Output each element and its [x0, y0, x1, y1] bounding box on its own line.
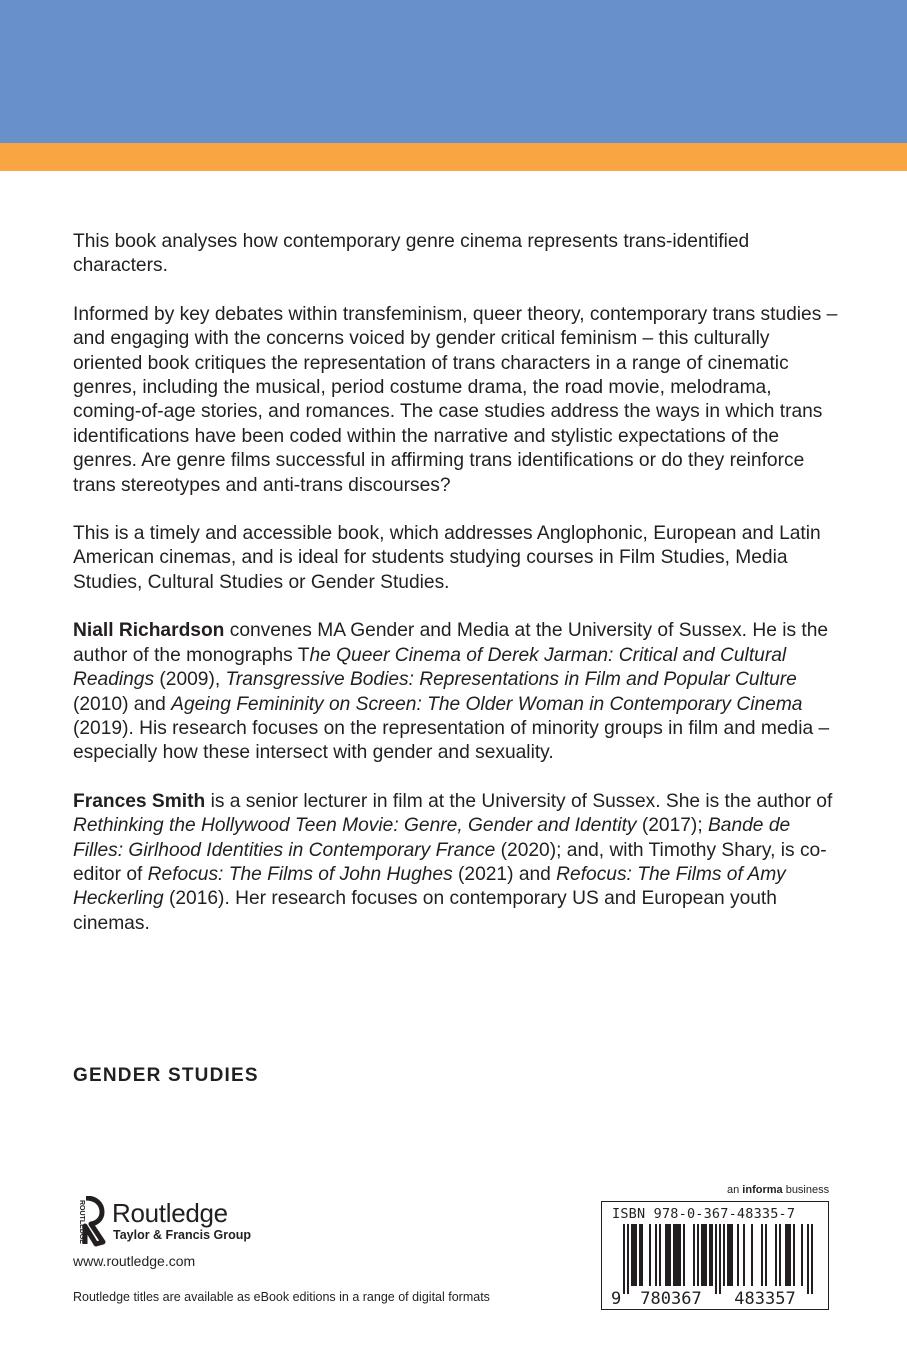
- book-title: he Queer Cinema of Derek Jarman: Critical and Cultural Readings: [73, 644, 787, 691]
- text-run: (2010) and: [73, 693, 172, 715]
- paragraph-3: [73, 522, 843, 595]
- barcode-bar: [665, 1224, 667, 1286]
- barcode-left-digits: 780367: [640, 1289, 702, 1306]
- barcode-bar: [635, 1224, 637, 1286]
- text-run: Informed by key debates within transfeminism, queer theory, contemporary trans studies – and engaging with the concerns voiced by gender critical feminism – this culturally oriented book critiques the representation of trans characters in a range of cinematic genres, including the musical, period costume drama, the road movie, melodrama, coming-of-age stories, and romances. The case studies address the ways in which trans identifications have been coded within the narrative and stylistic expectations of the genres. Are genre films successful in affirming trans identifications or do they reinforce trans stereotypes and anti-trans discourses?: [73, 303, 838, 496]
- barcode-bar: [639, 1224, 641, 1286]
- barcode-bar: [715, 1224, 717, 1294]
- barcode-bar: [633, 1224, 635, 1286]
- barcode-bar: [701, 1224, 703, 1286]
- barcode-bar: [765, 1224, 767, 1286]
- top-color-band: [0, 0, 907, 143]
- barcode-bar: [737, 1224, 739, 1286]
- barcode-first-digit: 9: [611, 1289, 622, 1306]
- barcode-bar: [675, 1224, 677, 1286]
- barcode-bar: [693, 1224, 695, 1286]
- text-run: is a senior lecturer in film at the University of Sussex. She is the author of: [205, 790, 833, 812]
- barcode-bar: [793, 1224, 795, 1286]
- text-run: convenes MA Gender and Media at the University of Sussex. He is the author of the monographs T: [73, 620, 829, 666]
- barcode-bar: [673, 1224, 675, 1286]
- barcode-bar: [709, 1224, 711, 1286]
- paragraph-4: [73, 619, 843, 765]
- paragraph-2: [73, 303, 843, 498]
- barcode-bar: [669, 1224, 671, 1286]
- orange-stripe: [0, 143, 907, 171]
- barcode-bar: [683, 1224, 685, 1286]
- barcode-bar: [641, 1224, 643, 1286]
- text-run: (2016). Her research focuses on contemporary US and European youth cinemas.: [73, 888, 777, 934]
- text-run: (2020); and, with Timothy Shary, is co-editor of: [73, 839, 827, 885]
- barcode-bar: [785, 1224, 787, 1286]
- paragraph-5: [73, 790, 843, 936]
- barcode-right-digits: 483357: [734, 1289, 796, 1306]
- barcode-bar: [807, 1224, 809, 1294]
- routledge-logo: [72, 1196, 272, 1250]
- publisher-group: Taylor & Francis Group: [113, 1228, 251, 1242]
- barcode-bar: [711, 1224, 713, 1286]
- text-run: (2019). His research focuses on the representation of minority groups in film and media – especially how these intersect with gender and sexuality.: [73, 717, 830, 764]
- informa-prefix: an: [727, 1184, 743, 1196]
- book-title: Ageing Femininity on Screen: The Older Woman in Contemporary Cinema: [171, 693, 803, 715]
- text-run: This is a timely and accessible book, which addresses Anglophonic, European and Latin American cinemas, and is ideal for students studying courses in Film Studies, Media Studies, Cultural Studies or Gender Studies.: [73, 523, 821, 593]
- text-run: (2017);: [636, 815, 708, 837]
- book-title: Transgressive Bodies: Representations in Film and Popular Culture: [225, 669, 797, 691]
- informa-business: [727, 1184, 829, 1196]
- back-cover-text: [73, 230, 843, 960]
- barcode-bar: [719, 1224, 721, 1294]
- logo-mark-text: ROUTLEDGE: [78, 1200, 85, 1244]
- barcode-bar: [649, 1224, 651, 1286]
- barcode-bar: [697, 1224, 699, 1286]
- routledge-mark-icon: [72, 1196, 108, 1248]
- barcode-bar: [703, 1224, 705, 1286]
- barcode-bar: [627, 1224, 629, 1294]
- informa-suffix: business: [782, 1184, 830, 1196]
- book-title: Bande de Filles: Girlhood Identities in Contemporary France: [73, 815, 791, 861]
- barcode-bar: [727, 1224, 729, 1286]
- barcode-bar: [731, 1224, 733, 1286]
- subject-category: GENDER STUDIES: [73, 1065, 259, 1086]
- author-name: Frances Smith: [73, 790, 206, 812]
- barcode-bar: [659, 1224, 661, 1286]
- text-run: (2021) and: [452, 863, 557, 885]
- barcode-bar: [679, 1224, 681, 1286]
- barcode-bar: [655, 1224, 657, 1286]
- barcode-bar: [761, 1224, 763, 1286]
- barcode-bar: [787, 1224, 789, 1286]
- informa-brand: informa: [742, 1184, 783, 1196]
- barcode-bar: [789, 1224, 791, 1286]
- barcode-bar: [775, 1224, 777, 1286]
- isbn-label: ISBN 978-0-367-48335-7: [612, 1206, 796, 1222]
- isbn-barcode: [601, 1201, 829, 1310]
- barcode-bar: [801, 1224, 803, 1286]
- publisher-url[interactable]: www.routledge.com: [73, 1253, 196, 1269]
- barcode-bar: [743, 1224, 745, 1286]
- book-title: Refocus: The Films of Amy Heckerling: [73, 863, 786, 910]
- paragraph-1: [73, 230, 843, 279]
- barcode-bar: [723, 1224, 725, 1286]
- barcode-image: [610, 1224, 822, 1306]
- book-title: Refocus: The Films of John Hughes: [147, 863, 453, 885]
- barcode-bar: [811, 1224, 813, 1294]
- author-name: Niall Richardson: [73, 620, 225, 642]
- barcode-bar: [677, 1224, 679, 1286]
- barcode-bar: [631, 1224, 633, 1286]
- barcode-bar: [779, 1224, 781, 1286]
- barcode-bar: [729, 1224, 731, 1286]
- barcode-bar: [751, 1224, 753, 1286]
- barcode-bar: [623, 1224, 625, 1294]
- barcode-bar: [667, 1224, 669, 1286]
- publisher-name: Routledge: [112, 1198, 228, 1228]
- text-run: (2009),: [154, 669, 226, 691]
- text-run: This book analyses how contemporary genre cinema represents trans-identified characters.: [73, 231, 750, 277]
- barcode-bar: [705, 1224, 707, 1286]
- ebook-note: Routledge titles are available as eBook editions in a range of digital formats: [73, 1290, 490, 1304]
- book-title: Rethinking the Hollywood Teen Movie: Genre, Gender and Identity: [73, 815, 637, 837]
